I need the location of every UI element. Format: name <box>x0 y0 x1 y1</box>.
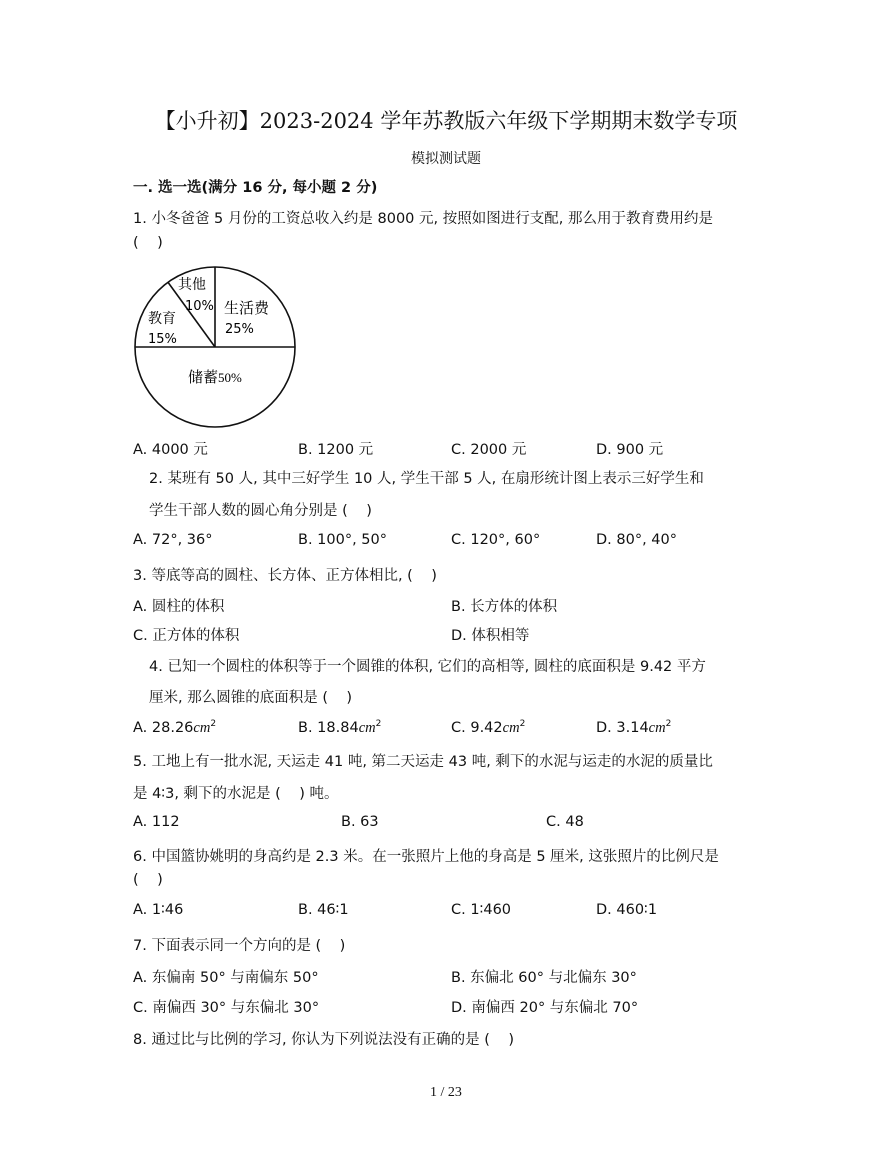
q4-option-d-unit: cm <box>648 719 666 736</box>
pie-value-education: 15% <box>148 332 177 347</box>
q1-option-a: A. 4000 元 <box>133 442 208 458</box>
q4-option-a-exp: 2 <box>210 719 217 729</box>
question-2-text-cont: 学生干部人数的圆心角分别是 ( ) <box>149 503 372 519</box>
q1-option-d: D. 900 元 <box>596 442 664 458</box>
q4-option-a <box>133 719 216 737</box>
q4-option-c-exp: 2 <box>519 719 526 729</box>
q5-option-c: C. 48 <box>546 814 584 830</box>
q4-option-c <box>451 719 525 737</box>
q1-option-c: C. 2000 元 <box>451 442 527 458</box>
q2-option-d: D. 80°, 40° <box>596 532 678 548</box>
pie-label-savings-name: 储蓄 <box>188 368 219 386</box>
document-title: 【小升初】2023-2024 学年苏教版六年级下学期期末数学专项 <box>154 109 738 133</box>
pie-value-living: 25% <box>225 322 254 337</box>
q7-option-b: B. 东偏北 60° 与北偏东 30° <box>451 970 637 986</box>
q4-option-a-label: A. 28.26 <box>133 719 194 736</box>
question-4-text: 4. 已知一个圆柱的体积等于一个圆锥的体积, 它们的高相等, 圆柱的底面积是 9.42 平方 <box>149 659 706 675</box>
q6-option-d: D. 460∶1 <box>596 902 658 918</box>
pie-value-other: 10% <box>185 299 214 314</box>
pie-label-education: 教育 <box>148 311 176 327</box>
section-heading: 一. 选一选(满分 16 分, 每小题 2 分) <box>133 180 378 196</box>
q4-option-b <box>298 719 381 737</box>
question-6-text: 6. 中国篮协姚明的身高约是 2.3 米。在一张照片上他的身高是 5 厘米, 这张照片的比例尺是 <box>133 849 719 865</box>
q4-option-d-exp: 2 <box>665 719 672 729</box>
q4-option-b-unit: cm <box>358 719 376 736</box>
q4-option-b-exp: 2 <box>375 719 382 729</box>
question-5-text-cont: 是 4∶3, 剩下的水泥是 ( ) 吨。 <box>133 786 339 802</box>
q7-option-a: A. 东偏南 50° 与南偏东 50° <box>133 970 319 986</box>
q4-option-c-label: C. 9.42 <box>451 719 503 736</box>
q1-option-b: B. 1200 元 <box>298 442 374 458</box>
q2-option-b: B. 100°, 50° <box>298 532 388 548</box>
page-number: 1 / 23 <box>430 1085 462 1100</box>
q2-option-c: C. 120°, 60° <box>451 532 541 548</box>
q6-option-c: C. 1∶460 <box>451 902 512 918</box>
q7-option-c: C. 南偏西 30° 与东偏北 30° <box>133 1000 320 1016</box>
q6-option-a: A. 1∶46 <box>133 902 184 918</box>
pie-label-living: 生活费 <box>224 299 270 317</box>
question-2-text: 2. 某班有 50 人, 其中三好学生 10 人, 学生干部 5 人, 在扇形统计图上表示三好学生和 <box>149 471 704 487</box>
q4-option-a-unit: cm <box>193 719 211 736</box>
question-8-text: 8. 通过比与比例的学习, 你认为下列说法没有正确的是 ( ) <box>133 1032 515 1048</box>
pie-chart <box>130 262 300 432</box>
q3-option-a: A. 圆柱的体积 <box>133 599 225 615</box>
q7-option-d: D. 南偏西 20° 与东偏北 70° <box>451 1000 639 1016</box>
q6-option-b: B. 46∶1 <box>298 902 349 918</box>
pie-label-savings <box>188 368 242 386</box>
question-1-blank: ( ) <box>133 235 163 251</box>
q4-option-b-label: B. 18.84 <box>298 719 359 736</box>
q2-option-a: A. 72°, 36° <box>133 532 213 548</box>
question-4-text-cont: 厘米, 那么圆锥的底面积是 ( ) <box>149 690 353 706</box>
document-subtitle: 模拟测试题 <box>411 151 481 167</box>
q4-option-c-unit: cm <box>502 719 520 736</box>
question-7-text: 7. 下面表示同一个方向的是 ( ) <box>133 938 346 954</box>
q4-option-d-label: D. 3.14 <box>596 719 649 736</box>
q4-option-d <box>596 719 671 737</box>
q5-option-b: B. 63 <box>341 814 379 830</box>
pie-value-savings: 50% <box>218 370 242 385</box>
pie-label-other: 其他 <box>178 277 206 293</box>
question-5-text: 5. 工地上有一批水泥, 天运走 41 吨, 第二天运走 43 吨, 剩下的水泥与运走的水泥的质量比 <box>133 754 713 770</box>
q3-option-c: C. 正方体的体积 <box>133 628 240 644</box>
q3-option-b: B. 长方体的体积 <box>451 599 558 615</box>
q5-option-a: A. 112 <box>133 814 180 830</box>
q3-option-d: D. 体积相等 <box>451 628 530 644</box>
question-3-text: 3. 等底等高的圆柱、长方体、正方体相比, ( ) <box>133 568 437 584</box>
question-6-blank: ( ) <box>133 872 163 888</box>
question-1-text: 1. 小冬爸爸 5 月份的工资总收入约是 8000 元, 按照如图进行支配, 那么用于教育费用约是 <box>133 211 713 227</box>
